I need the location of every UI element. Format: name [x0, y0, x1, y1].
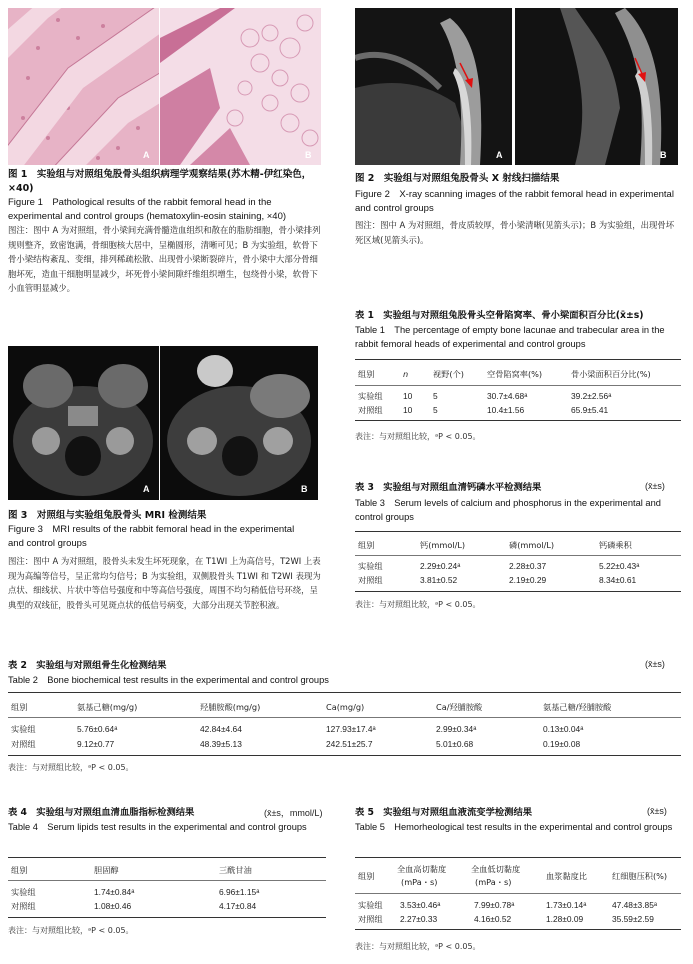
- table4-title-en: Table 4 Serum lipids test results in the experimental and control groups: [8, 822, 307, 832]
- table2-title-en: Table 2 Bone biochemical test results in the experimental and control groups: [8, 675, 329, 685]
- table2-header-group: 组别: [11, 702, 28, 712]
- fig1-title-zh: 图 1 实验组与对照组兔股骨头组织病理学观察结果(苏木精-伊红染色，×40): [8, 169, 312, 194]
- table4-row2-cholesterol: 1.08±0.46: [94, 901, 132, 911]
- table2-header-ca: Ca(mg/g): [326, 702, 365, 712]
- table5-mid-rule: [355, 893, 681, 894]
- table5-title-en: Table 5 Hemorheological test results in the experimental and control groups: [355, 822, 673, 832]
- table3-title-en: Table 3 Serum levels of calcium and phosphorus in the experimental and control groups: [355, 498, 661, 522]
- table3-header-phosphorus: 磷(mmol/L): [509, 540, 555, 550]
- table3-footnote: 表注：与对照组比较，ᵃP < 0.05。: [355, 600, 481, 609]
- table2-row1-hexosamine: 5.76±0.64ᵃ: [77, 724, 118, 734]
- table2-row2-group: 对照组: [11, 739, 36, 749]
- fig1-panel-label-b: B: [305, 150, 312, 160]
- table2-footnote: 表注：与对照组比较，ᵃP < 0.05。: [8, 763, 134, 772]
- table4-bottom-rule: [8, 917, 326, 918]
- table1-title-zh: 表 1 实验组与对照组兔股骨头空骨陷窝率、骨小梁面积百分比(x̄±s): [355, 310, 644, 321]
- fig3-panel-a: [8, 346, 159, 500]
- fig2-title-zh: 图 2 实验组与对照组兔股骨头 X 射线扫描结果: [355, 173, 560, 184]
- he-stain-image-a: [8, 8, 159, 165]
- table4-row1-triglyceride: 6.96±1.15ᵃ: [219, 887, 260, 897]
- fig2-title-en: Figure 2 X-ray scanning images of the rabbit femoral head in experimental and control groups: [355, 189, 674, 214]
- fig2-panel-label-b: B: [660, 150, 667, 160]
- fig2-panel-b: [515, 8, 678, 165]
- table5-header-low-shear: 全血低切黏度: [471, 864, 521, 874]
- table3-row1-group: 实验组: [358, 561, 383, 571]
- table5-row1-group: 实验组: [358, 900, 383, 910]
- table5-row2-high-shear: 2.27±0.33: [400, 914, 438, 924]
- table4-footnote: 表注：与对照组比较，ᵃP < 0.05。: [8, 926, 134, 935]
- fig3-note: 图注：图中 A 为对照组，股骨头未发生坏死现象，在 T1WI 上为高信号，T2WI 上表现为高编等信号，呈正常均匀信号；B 为实验组，双侧股骨头 T1WI 和 T2WI 表现为点状、细线状、片状中等信号强度和中等高信号强度，周围不均匀稍低信号环绕，呈典型的双线征，股骨头可见斑点状的低信号病变，大部分出现关节腔积液。: [8, 556, 321, 610]
- fig3-title-zh: 图 3 对照组与实验组兔股骨头 MRI 检测结果: [8, 510, 207, 521]
- table4-header-triglyceride: 三酰甘油: [219, 865, 252, 875]
- xray-image-a: [355, 8, 512, 165]
- table4-top-rule: [8, 857, 326, 858]
- table2-unit: (x̄±s): [645, 659, 665, 669]
- table2-header-ca-ratio: Ca/羟脯胺酸: [436, 702, 483, 712]
- table1-row1-lacunae: 30.7±4.68ᵃ: [487, 391, 528, 401]
- table5-footnote: 表注：与对照组比较，ᵃP < 0.05。: [355, 942, 481, 951]
- table3-row1-product: 5.22±0.43ᵃ: [599, 561, 640, 571]
- table2-top-rule: [8, 692, 681, 693]
- table2-row2-ca-ratio: 5.01±0.68: [436, 739, 474, 749]
- table1-row2-group: 对照组: [358, 405, 383, 415]
- table2-row2-ca: 242.51±25.7: [326, 739, 373, 749]
- fig3-title-en: Figure 3 MRI results of the rabbit femoral head in the experimental and control groups: [8, 524, 295, 549]
- table4-row2-triglyceride: 4.17±0.84: [219, 901, 257, 911]
- table1-header-trabecular: 骨小梁面积百分比(%): [571, 369, 651, 379]
- table4-title-zh: 表 4 实验组与对照组血清血脂指标检测结果: [8, 807, 195, 818]
- mri-image-b: [160, 346, 318, 500]
- table1-header-group: 组别: [358, 369, 375, 379]
- fig1-panel-a: [8, 8, 159, 165]
- table4-row2-group: 对照组: [11, 901, 36, 911]
- table2-row1-ca: 127.93±17.4ᵃ: [326, 724, 376, 734]
- table4-mid-rule: [8, 880, 326, 881]
- table5-header-low-shear-unit: (mPa・s): [475, 877, 512, 887]
- table3-row2-calcium: 3.81±0.52: [420, 575, 458, 585]
- table1-row2-trabecular: 65.9±5.41: [571, 405, 609, 415]
- table5-row2-hematocrit: 35.59±2.59: [612, 914, 654, 924]
- table1-row1-group: 实验组: [358, 391, 383, 401]
- table2-bottom-rule: [8, 755, 681, 756]
- fig2-panel-a: [355, 8, 512, 165]
- table2-header-hexosamine: 氨基己糖(mg/g): [77, 702, 138, 712]
- fig1-title-en: Figure 1 Pathological results of the rabbit femoral head in the experimental and control groups (hematoxylin-eosin staining, ×40): [8, 197, 287, 222]
- table1-row1-trabecular: 39.2±2.56ᵃ: [571, 391, 612, 401]
- table2-header-hydroxyproline: 羟脯胺酸(mg/g): [200, 702, 261, 712]
- table5-row1-plasma: 1.73±0.14ᵃ: [546, 900, 587, 910]
- table1-row2-n: 10: [403, 405, 413, 415]
- table2-row1-ca-ratio: 2.99±0.34ᵃ: [436, 724, 477, 734]
- fig2-panel-label-a: A: [496, 150, 503, 160]
- xray-image-b: [515, 8, 678, 165]
- table3-unit: (x̄±s): [645, 481, 665, 491]
- he-stain-image-b: [160, 8, 321, 165]
- table5-row2-group: 对照组: [358, 914, 383, 924]
- table5-header-hematocrit: 红细胞压积(%): [612, 871, 668, 881]
- table5-row2-plasma: 1.28±0.09: [546, 914, 584, 924]
- table1-row2-fields: 5: [433, 405, 438, 415]
- table1-mid-rule: [355, 385, 681, 386]
- table5-title-zh: 表 5 实验组与对照组血液流变学检测结果: [355, 807, 533, 818]
- table1-header-n: n: [403, 369, 409, 379]
- table2-row2-hexosamine: 9.12±0.77: [77, 739, 115, 749]
- fig3-panel-label-b: B: [301, 484, 308, 494]
- table1-header-fields: 视野(个): [433, 369, 464, 379]
- table4-header-cholesterol: 胆固醇: [94, 865, 119, 875]
- table1-title-en: Table 1 The percentage of empty bone lacunae and trabecular area in the rabbit femoral heads of experimental and control groups: [355, 325, 665, 349]
- table4-header-group: 组别: [11, 865, 28, 875]
- table5-header-high-shear-unit: (mPa・s): [401, 877, 438, 887]
- table1-row1-fields: 5: [433, 391, 438, 401]
- table3-header-product: 钙磷乘积: [599, 540, 632, 550]
- fig3-panel-b: [160, 346, 318, 500]
- fig1-note: 图注：图中 A 为对照组，骨小梁间充满骨髓造血组织和散在的脂肪细胞，骨小梁排列规则整齐，致密饱满，骨细胞核大居中，呈椭圆形，清晰可见；B 为实验组，软骨下骨小梁结构紊乱、变细，排列稀疏松散、出现骨小梁断裂碎片，骨小梁中大部分骨细胞坏死，造血干细胞明显减少，坏死骨小梁间隙纤维组织增生，包绕骨小梁，软骨下小血管明显减少。: [8, 225, 321, 293]
- table5-row1-low-shear: 7.99±0.78ᵃ: [474, 900, 515, 910]
- table4-row1-group: 实验组: [11, 887, 36, 897]
- mri-image-a: [8, 346, 159, 500]
- table2-row2-hydroxyproline: 48.39±5.13: [200, 739, 242, 749]
- table3-row2-product: 8.34±0.61: [599, 575, 637, 585]
- fig2-note: 图注：图中 A 为对照组，骨皮质较厚，骨小梁清晰(见箭头示)；B 为实验组，出现骨坏死区域(见箭头示)。: [355, 220, 675, 245]
- table3-top-rule: [355, 531, 681, 532]
- table5-bottom-rule: [355, 929, 681, 930]
- table2-row1-group: 实验组: [11, 724, 36, 734]
- table5-header-plasma: 血浆黏度比: [546, 871, 587, 881]
- table1-row1-n: 10: [403, 391, 413, 401]
- table3-bottom-rule: [355, 591, 681, 592]
- table3-row2-group: 对照组: [358, 575, 383, 585]
- fig1-panel-label-a: A: [143, 150, 150, 160]
- table1-row2-lacunae: 10.4±1.56: [487, 405, 525, 415]
- table3-row1-phosphorus: 2.28±0.37: [509, 561, 547, 571]
- table1-header-lacunae: 空骨陷窝率(%): [487, 369, 543, 379]
- table5-header-group: 组别: [358, 871, 375, 881]
- table5-row2-low-shear: 4.16±0.52: [474, 914, 512, 924]
- table5-row1-high-shear: 3.53±0.46ᵃ: [400, 900, 441, 910]
- table5-header-high-shear: 全血高切黏度: [397, 864, 447, 874]
- table2-row1-hex-ratio: 0.13±0.04ᵃ: [543, 724, 584, 734]
- table5-unit: (x̄±s): [647, 806, 667, 816]
- table2-row1-hydroxyproline: 42.84±4.64: [200, 724, 242, 734]
- table2-row2-hex-ratio: 0.19±0.08: [543, 739, 581, 749]
- table1-bottom-rule: [355, 420, 681, 421]
- table1-top-rule: [355, 359, 681, 360]
- table3-header-group: 组别: [358, 540, 375, 550]
- table4-unit: (x̄±s，mmol/L): [264, 808, 323, 818]
- table5-top-rule: [355, 857, 681, 858]
- table2-title-zh: 表 2 实验组与对照组骨生化检测结果: [8, 660, 167, 671]
- fig1-panel-b: [160, 8, 321, 165]
- table4-row1-cholesterol: 1.74±0.84ᵃ: [94, 887, 135, 897]
- fig3-panel-label-a: A: [143, 484, 150, 494]
- table2-header-hex-ratio: 氨基己糖/羟脯胺酸: [543, 702, 612, 712]
- table2-mid-rule: [8, 717, 681, 718]
- table3-row1-calcium: 2.29±0.24ᵃ: [420, 561, 461, 571]
- table3-header-calcium: 钙(mmol/L): [420, 540, 466, 550]
- table3-mid-rule: [355, 555, 681, 556]
- table5-row1-hematocrit: 47.48±3.85ᵃ: [612, 900, 657, 910]
- table1-footnote: 表注：与对照组比较，ᵃP < 0.05。: [355, 432, 481, 441]
- table3-title-zh: 表 3 实验组与对照组血清钙磷水平检测结果: [355, 482, 542, 493]
- table3-row2-phosphorus: 2.19±0.29: [509, 575, 547, 585]
